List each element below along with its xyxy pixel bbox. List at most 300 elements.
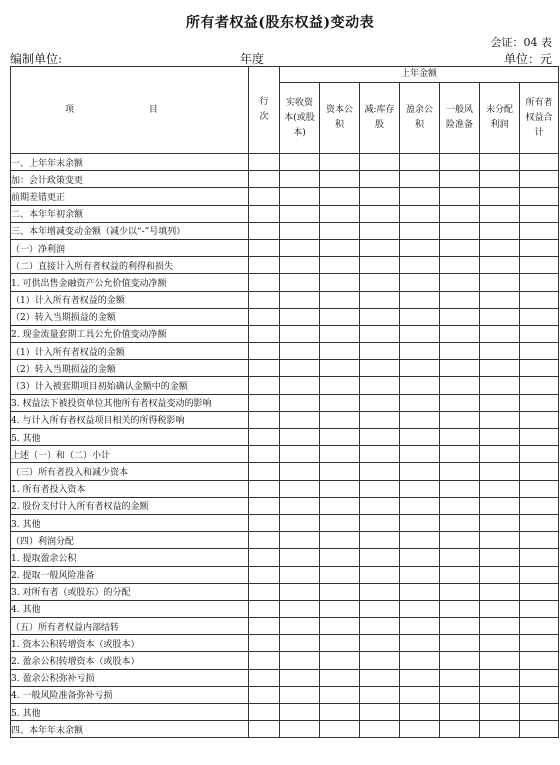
- amount-cell[interactable]: [480, 291, 520, 308]
- line-number-cell[interactable]: [249, 394, 280, 411]
- amount-cell[interactable]: [280, 274, 320, 291]
- line-number-cell[interactable]: [249, 446, 280, 463]
- amount-cell[interactable]: [360, 377, 400, 394]
- amount-cell[interactable]: [480, 205, 520, 222]
- table-row: [11, 222, 559, 239]
- amount-cell[interactable]: [400, 291, 440, 308]
- amount-cell[interactable]: [320, 343, 360, 360]
- line-number-cell[interactable]: [249, 583, 280, 600]
- amount-cell[interactable]: [480, 360, 520, 377]
- amount-cell[interactable]: [360, 171, 400, 188]
- amount-cell[interactable]: [520, 686, 559, 703]
- amount-cell[interactable]: [280, 411, 320, 428]
- amount-cell[interactable]: [480, 222, 520, 239]
- amount-cell[interactable]: [480, 497, 520, 514]
- amount-cell[interactable]: [320, 566, 360, 583]
- amount-cell[interactable]: [280, 171, 320, 188]
- amount-cell[interactable]: [320, 411, 360, 428]
- amount-cell[interactable]: [280, 480, 320, 497]
- amount-cell[interactable]: [520, 652, 559, 669]
- amount-cell[interactable]: [280, 532, 320, 549]
- amount-cell[interactable]: [280, 652, 320, 669]
- amount-cell[interactable]: [440, 618, 480, 635]
- amount-cell[interactable]: [320, 704, 360, 721]
- line-number-cell[interactable]: [249, 514, 280, 531]
- prior-year-header: 上年金额: [280, 67, 559, 83]
- line-number-cell[interactable]: [249, 463, 280, 480]
- amount-cell[interactable]: [520, 514, 559, 531]
- amount-cell[interactable]: [400, 188, 440, 205]
- amount-cell[interactable]: [520, 325, 559, 342]
- row-label: 1. 可供出售金融资产公允价值变动净额: [11, 274, 249, 291]
- amount-cell[interactable]: [520, 257, 559, 274]
- amount-cell[interactable]: [440, 446, 480, 463]
- amount-cell[interactable]: [400, 360, 440, 377]
- amount-cell[interactable]: [440, 704, 480, 721]
- amount-cell[interactable]: [400, 704, 440, 721]
- line-number-cell[interactable]: [249, 721, 280, 738]
- table-row: [11, 394, 559, 411]
- amount-cell[interactable]: [360, 497, 400, 514]
- amount-cell[interactable]: [280, 566, 320, 583]
- amount-cell[interactable]: [360, 549, 400, 566]
- line-number-cell[interactable]: [249, 171, 280, 188]
- amount-cell[interactable]: [360, 222, 400, 239]
- amount-cell[interactable]: [360, 154, 400, 171]
- amount-cell[interactable]: [440, 600, 480, 617]
- amount-cell[interactable]: [520, 377, 559, 394]
- amount-cell[interactable]: [320, 188, 360, 205]
- amount-cell[interactable]: [520, 704, 559, 721]
- line-number-cell[interactable]: [249, 291, 280, 308]
- line-number-cell[interactable]: [249, 239, 280, 256]
- amount-cell[interactable]: [360, 600, 400, 617]
- amount-cell[interactable]: [400, 497, 440, 514]
- line-number-cell[interactable]: [249, 480, 280, 497]
- amount-cell[interactable]: [280, 291, 320, 308]
- amount-cell[interactable]: [520, 343, 559, 360]
- amount-cell[interactable]: [520, 308, 559, 325]
- amount-cell[interactable]: [400, 600, 440, 617]
- line-number-cell[interactable]: [249, 274, 280, 291]
- amount-cell[interactable]: [360, 360, 400, 377]
- amount-cell[interactable]: [440, 532, 480, 549]
- amount-cell[interactable]: [440, 583, 480, 600]
- amount-cell[interactable]: [400, 257, 440, 274]
- line-number-cell[interactable]: [249, 652, 280, 669]
- amount-cell[interactable]: [440, 669, 480, 686]
- amount-cell[interactable]: [280, 394, 320, 411]
- line-number-cell[interactable]: [249, 257, 280, 274]
- amount-cell[interactable]: [320, 360, 360, 377]
- amount-cell[interactable]: [440, 652, 480, 669]
- amount-cell[interactable]: [480, 686, 520, 703]
- amount-cell[interactable]: [400, 635, 440, 652]
- amount-cell[interactable]: [320, 325, 360, 342]
- amount-cell[interactable]: [400, 377, 440, 394]
- amount-cell[interactable]: [320, 222, 360, 239]
- amount-cell[interactable]: [400, 429, 440, 446]
- amount-cell[interactable]: [480, 446, 520, 463]
- amount-cell[interactable]: [280, 325, 320, 342]
- amount-cell[interactable]: [480, 480, 520, 497]
- amount-cell[interactable]: [480, 394, 520, 411]
- amount-cell[interactable]: [480, 669, 520, 686]
- amount-cell[interactable]: [320, 618, 360, 635]
- line-number-cell[interactable]: [249, 669, 280, 686]
- amount-cell[interactable]: [280, 343, 320, 360]
- amount-cell[interactable]: [320, 497, 360, 514]
- line-number-cell[interactable]: [249, 566, 280, 583]
- amount-cell[interactable]: [280, 463, 320, 480]
- line-number-cell[interactable]: [249, 635, 280, 652]
- amount-cell[interactable]: [440, 360, 480, 377]
- line-number-cell[interactable]: [249, 532, 280, 549]
- amount-cell[interactable]: [360, 274, 400, 291]
- amount-cell[interactable]: [480, 343, 520, 360]
- amount-cell[interactable]: [480, 532, 520, 549]
- amount-cell[interactable]: [360, 566, 400, 583]
- amount-cell[interactable]: [280, 600, 320, 617]
- amount-cell[interactable]: [360, 394, 400, 411]
- amount-cell[interactable]: [440, 274, 480, 291]
- amount-cell[interactable]: [320, 394, 360, 411]
- amount-cell[interactable]: [320, 463, 360, 480]
- amount-cell[interactable]: [360, 514, 400, 531]
- amount-cell[interactable]: [440, 343, 480, 360]
- amount-cell[interactable]: [360, 652, 400, 669]
- amount-cell[interactable]: [320, 652, 360, 669]
- amount-cell[interactable]: [280, 222, 320, 239]
- amount-cell[interactable]: [320, 480, 360, 497]
- row-label: 前期差错更正: [11, 188, 249, 205]
- amount-cell[interactable]: [520, 291, 559, 308]
- amount-cell[interactable]: [440, 429, 480, 446]
- amount-cell[interactable]: [360, 239, 400, 256]
- amount-cell[interactable]: [440, 394, 480, 411]
- row-label: （1）计入所有者权益的金额: [11, 343, 249, 360]
- amount-cell[interactable]: [320, 291, 360, 308]
- line-number-cell[interactable]: [249, 600, 280, 617]
- row-label: （1）计入所有者权益的金额: [11, 291, 249, 308]
- amount-cell[interactable]: [400, 463, 440, 480]
- amount-cell[interactable]: [480, 514, 520, 531]
- amount-cell[interactable]: [280, 704, 320, 721]
- amount-cell[interactable]: [400, 239, 440, 256]
- amount-cell[interactable]: [280, 583, 320, 600]
- amount-cell[interactable]: [320, 308, 360, 325]
- amount-cell[interactable]: [520, 532, 559, 549]
- table-row: [11, 188, 559, 205]
- amount-cell[interactable]: [360, 429, 400, 446]
- amount-cell[interactable]: [280, 618, 320, 635]
- amount-cell[interactable]: [280, 686, 320, 703]
- amount-cell[interactable]: [400, 669, 440, 686]
- table-row: [11, 325, 559, 342]
- table-row: [11, 566, 559, 583]
- amount-cell[interactable]: [480, 704, 520, 721]
- amount-cell[interactable]: [440, 686, 480, 703]
- line-number-cell[interactable]: [249, 704, 280, 721]
- amount-cell[interactable]: [280, 239, 320, 256]
- amount-cell[interactable]: [520, 549, 559, 566]
- amount-cell[interactable]: [480, 188, 520, 205]
- amount-cell[interactable]: [400, 721, 440, 738]
- amount-cell[interactable]: [480, 429, 520, 446]
- amount-cell[interactable]: [440, 497, 480, 514]
- amount-cell[interactable]: [360, 532, 400, 549]
- row-label: 1. 所有者投入资本: [11, 480, 249, 497]
- amount-cell[interactable]: [280, 377, 320, 394]
- amount-cell[interactable]: [320, 377, 360, 394]
- amount-cell[interactable]: [320, 686, 360, 703]
- table-row: [11, 429, 559, 446]
- amount-cell[interactable]: [280, 446, 320, 463]
- amount-cell[interactable]: [480, 274, 520, 291]
- amount-cell[interactable]: [440, 222, 480, 239]
- row-label: （2）转入当期损益的金额: [11, 360, 249, 377]
- amount-cell[interactable]: [440, 463, 480, 480]
- row-label: 4. 与计入所有者权益项目相关的所得税影响: [11, 411, 249, 428]
- general-risk-reserve-header: 一般风险准备: [440, 83, 480, 154]
- amount-cell[interactable]: [440, 205, 480, 222]
- amount-cell[interactable]: [320, 257, 360, 274]
- amount-cell[interactable]: [320, 549, 360, 566]
- amount-cell[interactable]: [520, 446, 559, 463]
- amount-cell[interactable]: [400, 171, 440, 188]
- amount-cell[interactable]: [520, 360, 559, 377]
- line-number-cell[interactable]: [249, 618, 280, 635]
- amount-cell[interactable]: [320, 274, 360, 291]
- amount-cell[interactable]: [400, 532, 440, 549]
- amount-cell[interactable]: [520, 274, 559, 291]
- amount-cell[interactable]: [480, 583, 520, 600]
- amount-cell[interactable]: [280, 205, 320, 222]
- amount-cell[interactable]: [440, 188, 480, 205]
- amount-cell[interactable]: [400, 566, 440, 583]
- amount-cell[interactable]: [320, 239, 360, 256]
- amount-cell[interactable]: [280, 257, 320, 274]
- line-number-cell[interactable]: [249, 222, 280, 239]
- amount-cell[interactable]: [440, 721, 480, 738]
- amount-cell[interactable]: [280, 549, 320, 566]
- amount-cell[interactable]: [520, 566, 559, 583]
- amount-cell[interactable]: [520, 669, 559, 686]
- amount-cell[interactable]: [320, 171, 360, 188]
- amount-cell[interactable]: [440, 635, 480, 652]
- amount-cell[interactable]: [440, 480, 480, 497]
- capital-reserve-header: 资本公积: [320, 83, 360, 154]
- amount-cell[interactable]: [520, 154, 559, 171]
- amount-cell[interactable]: [360, 308, 400, 325]
- row-label: 4. 一般风险准备弥补亏损: [11, 686, 249, 703]
- amount-cell[interactable]: [480, 549, 520, 566]
- amount-cell[interactable]: [520, 721, 559, 738]
- amount-cell[interactable]: [520, 411, 559, 428]
- amount-cell[interactable]: [480, 566, 520, 583]
- amount-cell[interactable]: [400, 686, 440, 703]
- amount-cell[interactable]: [320, 514, 360, 531]
- amount-cell[interactable]: [440, 514, 480, 531]
- line-number-cell[interactable]: [249, 686, 280, 703]
- amount-cell[interactable]: [320, 205, 360, 222]
- amount-cell[interactable]: [480, 652, 520, 669]
- amount-cell[interactable]: [360, 325, 400, 342]
- amount-cell[interactable]: [520, 583, 559, 600]
- row-label: （四）利润分配: [11, 532, 249, 549]
- line-number-cell[interactable]: [249, 188, 280, 205]
- line-number-cell[interactable]: [249, 343, 280, 360]
- line-number-cell[interactable]: [249, 360, 280, 377]
- amount-cell[interactable]: [480, 377, 520, 394]
- amount-cell[interactable]: [360, 669, 400, 686]
- amount-cell[interactable]: [520, 188, 559, 205]
- amount-cell[interactable]: [520, 497, 559, 514]
- amount-cell[interactable]: [280, 721, 320, 738]
- amount-cell[interactable]: [320, 635, 360, 652]
- amount-cell[interactable]: [440, 549, 480, 566]
- amount-cell[interactable]: [320, 154, 360, 171]
- amount-cell[interactable]: [480, 239, 520, 256]
- amount-cell[interactable]: [400, 549, 440, 566]
- amount-cell[interactable]: [320, 583, 360, 600]
- amount-cell[interactable]: [480, 154, 520, 171]
- amount-cell[interactable]: [400, 583, 440, 600]
- line-number-cell[interactable]: [249, 154, 280, 171]
- amount-cell[interactable]: [360, 446, 400, 463]
- table-row: [11, 532, 559, 549]
- table-row: [11, 583, 559, 600]
- row-label: （一）净利润: [11, 239, 249, 256]
- amount-cell[interactable]: [520, 429, 559, 446]
- amount-cell[interactable]: [400, 514, 440, 531]
- amount-cell[interactable]: [480, 463, 520, 480]
- amount-cell[interactable]: [480, 721, 520, 738]
- amount-cell[interactable]: [320, 721, 360, 738]
- amount-cell[interactable]: [400, 618, 440, 635]
- amount-cell[interactable]: [400, 274, 440, 291]
- amount-cell[interactable]: [400, 411, 440, 428]
- row-label: 2. 盈余公积转增资本（或股本）: [11, 652, 249, 669]
- amount-cell[interactable]: [400, 394, 440, 411]
- amount-cell[interactable]: [520, 394, 559, 411]
- amount-cell[interactable]: [280, 360, 320, 377]
- amount-cell[interactable]: [320, 600, 360, 617]
- row-label: 3. 权益法下被投资单位其他所有者权益变动的影响: [11, 394, 249, 411]
- amount-cell[interactable]: [440, 239, 480, 256]
- amount-cell[interactable]: [320, 669, 360, 686]
- amount-cell[interactable]: [440, 291, 480, 308]
- line-number-cell[interactable]: [249, 549, 280, 566]
- amount-cell[interactable]: [400, 205, 440, 222]
- amount-cell[interactable]: [280, 669, 320, 686]
- amount-cell[interactable]: [520, 618, 559, 635]
- amount-cell[interactable]: [440, 325, 480, 342]
- amount-cell[interactable]: [520, 463, 559, 480]
- amount-cell[interactable]: [280, 188, 320, 205]
- amount-cell[interactable]: [520, 480, 559, 497]
- amount-cell[interactable]: [360, 411, 400, 428]
- amount-cell[interactable]: [480, 171, 520, 188]
- amount-cell[interactable]: [440, 566, 480, 583]
- amount-cell[interactable]: [520, 600, 559, 617]
- amount-cell[interactable]: [440, 377, 480, 394]
- amount-cell[interactable]: [400, 222, 440, 239]
- amount-cell[interactable]: [520, 239, 559, 256]
- amount-cell[interactable]: [280, 308, 320, 325]
- currency-unit: 单位：元: [503, 52, 552, 66]
- amount-cell[interactable]: [320, 532, 360, 549]
- amount-cell[interactable]: [520, 205, 559, 222]
- amount-cell[interactable]: [400, 652, 440, 669]
- amount-cell[interactable]: [360, 343, 400, 360]
- amount-cell[interactable]: [480, 325, 520, 342]
- amount-cell[interactable]: [280, 497, 320, 514]
- amount-cell[interactable]: [480, 618, 520, 635]
- amount-cell[interactable]: [400, 308, 440, 325]
- line-number-cell[interactable]: [249, 205, 280, 222]
- amount-cell[interactable]: [320, 429, 360, 446]
- amount-cell[interactable]: [440, 411, 480, 428]
- line-number-cell[interactable]: [249, 308, 280, 325]
- line-number-cell[interactable]: [249, 325, 280, 342]
- table-row: [11, 669, 559, 686]
- amount-cell[interactable]: [360, 686, 400, 703]
- amount-cell[interactable]: [480, 600, 520, 617]
- amount-cell[interactable]: [360, 257, 400, 274]
- amount-cell[interactable]: [320, 446, 360, 463]
- row-label: （五）所有者权益内部结转: [11, 618, 249, 635]
- amount-cell[interactable]: [520, 171, 559, 188]
- amount-cell[interactable]: [280, 154, 320, 171]
- amount-cell[interactable]: [360, 205, 400, 222]
- amount-cell[interactable]: [400, 154, 440, 171]
- amount-cell[interactable]: [440, 171, 480, 188]
- amount-cell[interactable]: [520, 635, 559, 652]
- line-number-cell[interactable]: [249, 377, 280, 394]
- amount-cell[interactable]: [440, 308, 480, 325]
- amount-cell[interactable]: [360, 721, 400, 738]
- line-number-cell[interactable]: [249, 429, 280, 446]
- amount-cell[interactable]: [520, 222, 559, 239]
- amount-cell[interactable]: [480, 257, 520, 274]
- amount-cell[interactable]: [360, 188, 400, 205]
- amount-cell[interactable]: [280, 635, 320, 652]
- amount-cell[interactable]: [480, 411, 520, 428]
- amount-cell[interactable]: [400, 480, 440, 497]
- amount-cell[interactable]: [280, 514, 320, 531]
- line-number-cell[interactable]: [249, 497, 280, 514]
- line-number-cell[interactable]: [249, 411, 280, 428]
- amount-cell[interactable]: [360, 704, 400, 721]
- amount-cell[interactable]: [400, 446, 440, 463]
- amount-cell[interactable]: [360, 463, 400, 480]
- amount-cell[interactable]: [400, 325, 440, 342]
- amount-cell[interactable]: [280, 429, 320, 446]
- amount-cell[interactable]: [480, 308, 520, 325]
- amount-cell[interactable]: [360, 618, 400, 635]
- row-label: 1. 提取盈余公积: [11, 549, 249, 566]
- amount-cell[interactable]: [360, 635, 400, 652]
- amount-cell[interactable]: [360, 583, 400, 600]
- amount-cell[interactable]: [360, 291, 400, 308]
- amount-cell[interactable]: [360, 480, 400, 497]
- amount-cell[interactable]: [440, 257, 480, 274]
- amount-cell[interactable]: [440, 154, 480, 171]
- amount-cell[interactable]: [400, 343, 440, 360]
- row-label: （2）转入当期损益的金额: [11, 308, 249, 325]
- amount-cell[interactable]: [480, 635, 520, 652]
